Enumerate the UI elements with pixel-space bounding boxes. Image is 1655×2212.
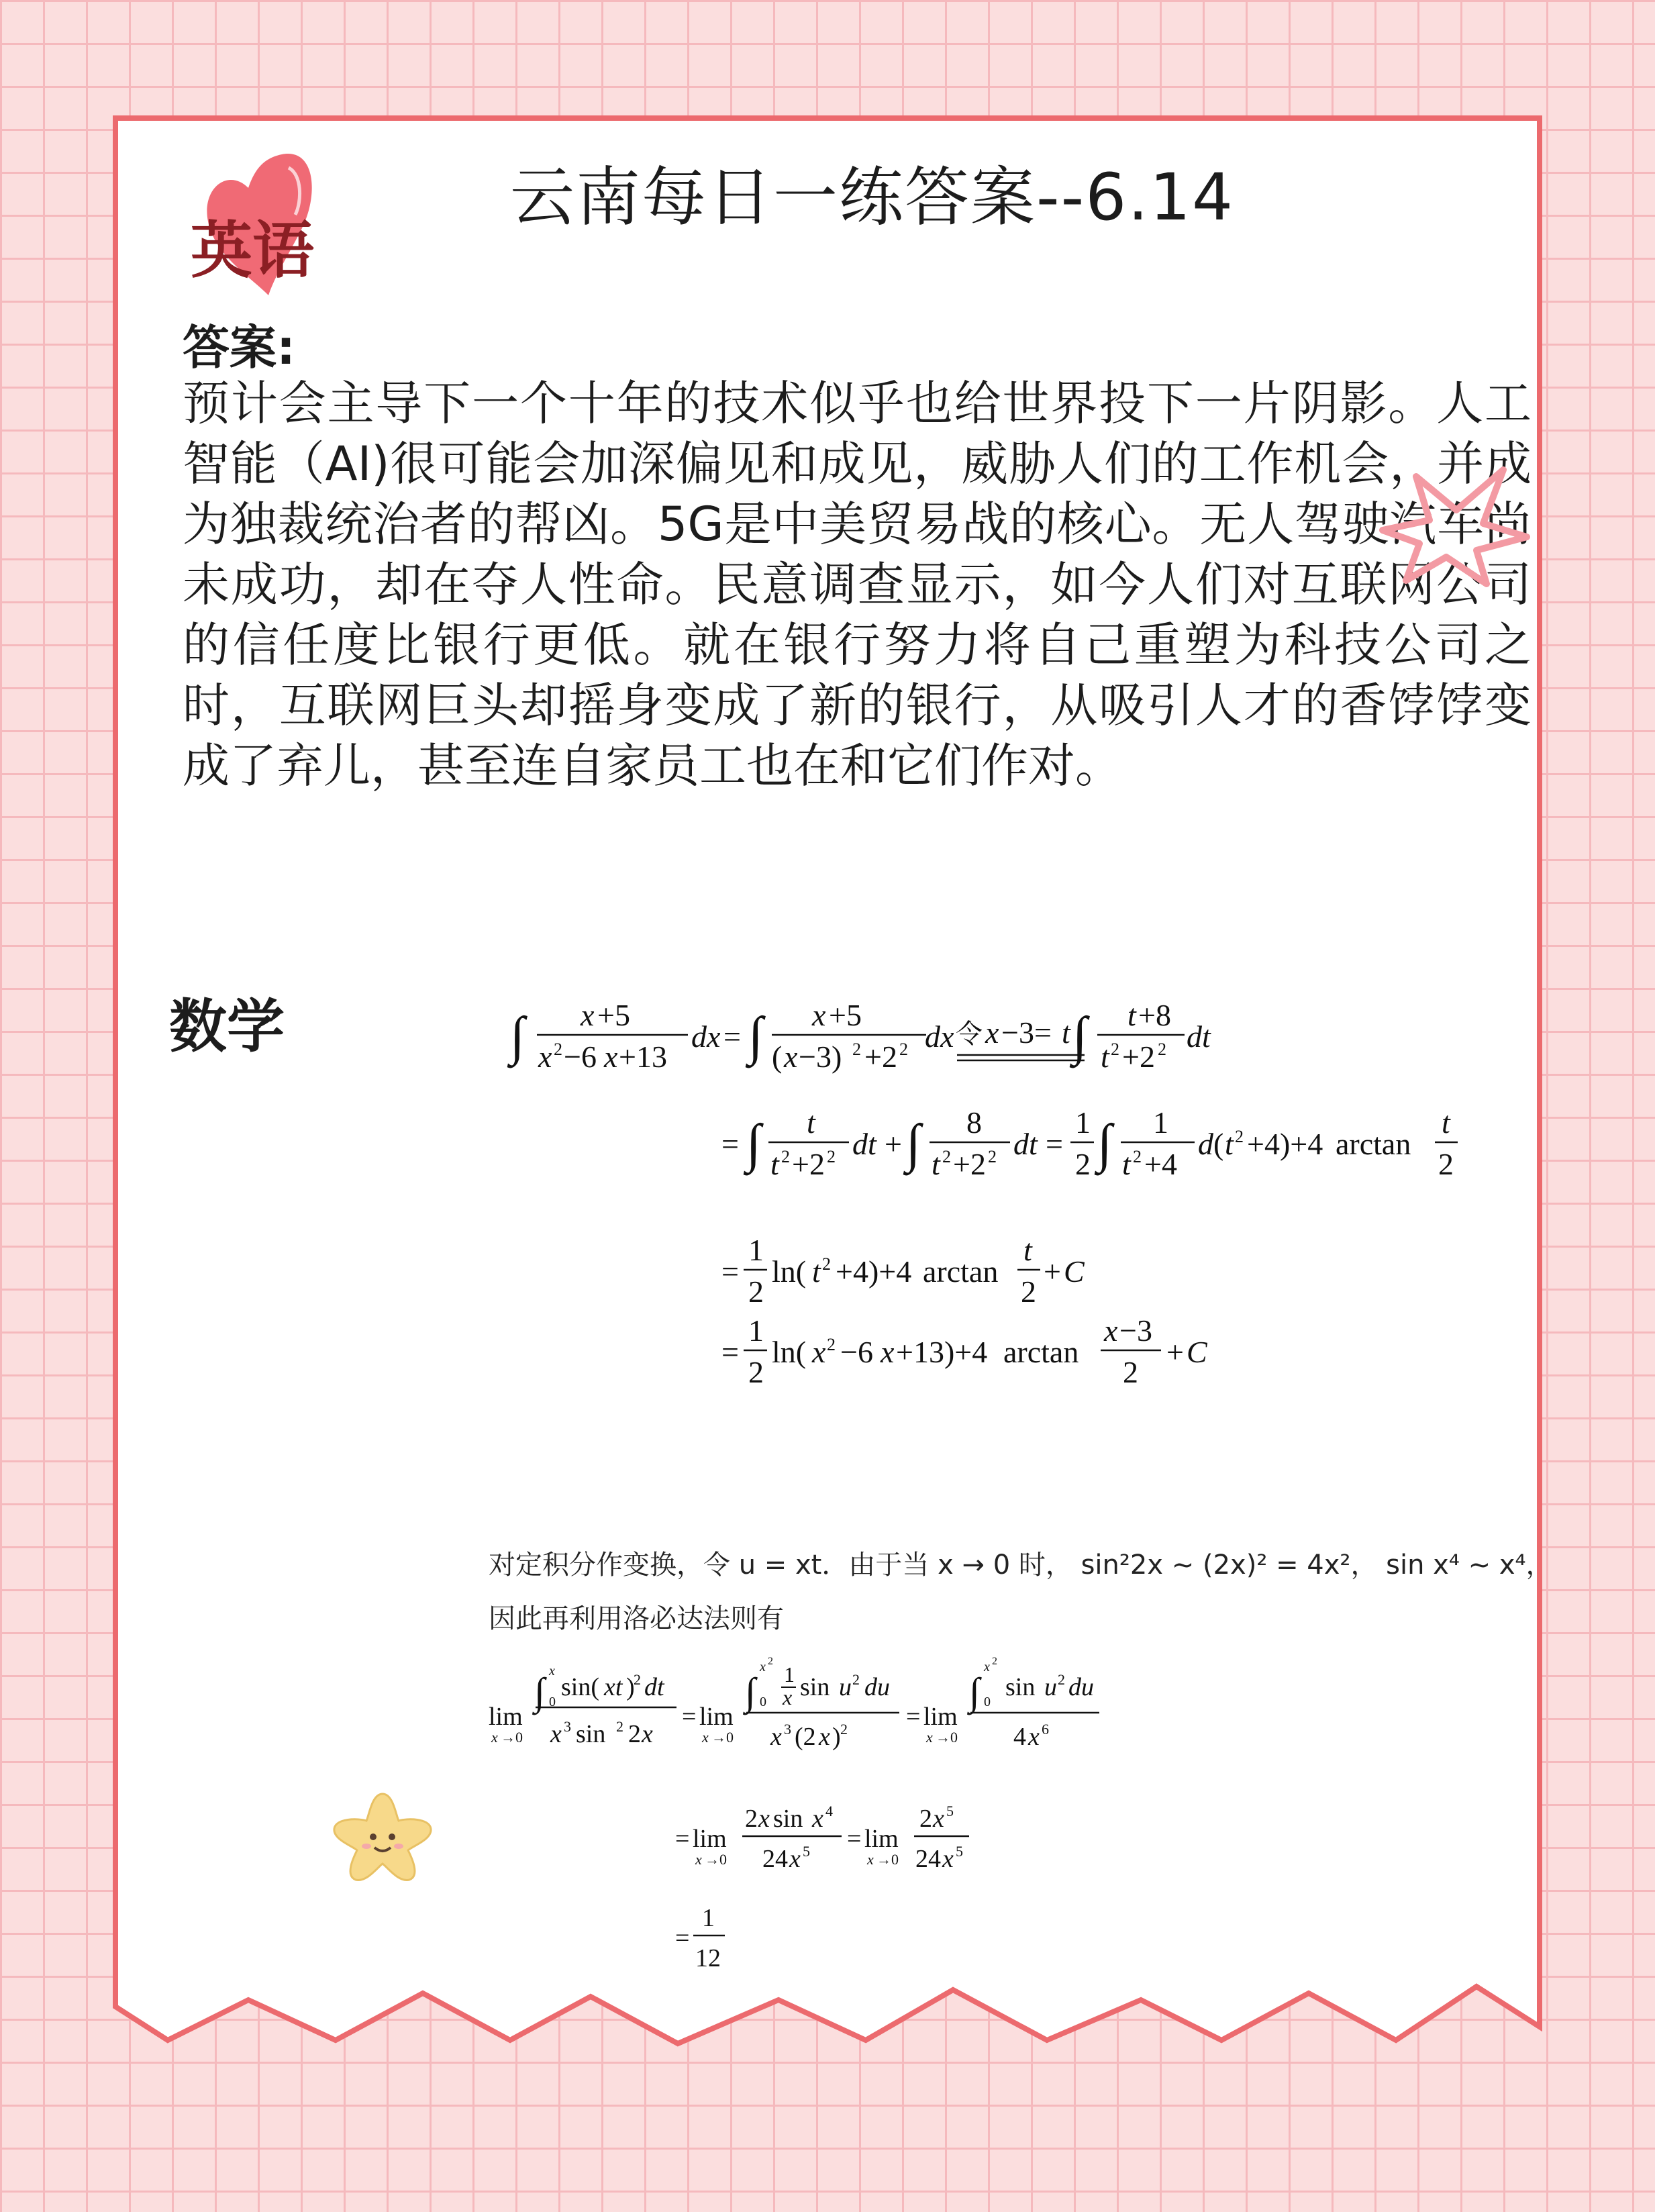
- svg-text:t: t: [1101, 1040, 1109, 1074]
- svg-text:5: 5: [803, 1843, 810, 1860]
- svg-text:∫: ∫: [534, 1670, 545, 1713]
- svg-text:x: x: [770, 1723, 782, 1751]
- svg-text:lim: lim: [923, 1703, 958, 1731]
- svg-text:24: 24: [915, 1845, 941, 1873]
- svg-text:1: 1: [748, 1233, 764, 1267]
- svg-text:x: x: [942, 1845, 954, 1873]
- svg-text:x: x: [926, 1729, 933, 1746]
- svg-text:sin: sin: [576, 1720, 606, 1748]
- svg-text:1: 1: [748, 1313, 764, 1348]
- svg-text:+: +: [1166, 1335, 1184, 1369]
- svg-text:x: x: [867, 1851, 874, 1868]
- svg-text:2: 2: [852, 1040, 861, 1059]
- limit-note-line-1: 对定积分作变换，令 u = xt．由于当 x → 0 时， sin²2x ~ (2x)² = 4x²， sin x⁴ ~ x⁴，: [489, 1550, 1553, 1580]
- svg-text:x: x: [1028, 1723, 1040, 1751]
- svg-text:2: 2: [988, 1147, 997, 1166]
- svg-text:+5: +5: [597, 998, 630, 1032]
- svg-text:0: 0: [984, 1695, 991, 1709]
- answer-label: 答案:: [183, 320, 295, 375]
- svg-text:2: 2: [616, 1718, 623, 1735]
- svg-text:C: C: [1064, 1254, 1085, 1289]
- svg-text:2: 2: [822, 1254, 831, 1274]
- svg-text:x: x: [604, 1040, 618, 1074]
- svg-text:du: du: [1068, 1673, 1094, 1701]
- svg-text:x: x: [812, 998, 826, 1032]
- svg-text:t: t: [1225, 1127, 1234, 1161]
- limit-derivation: [489, 1651, 1160, 1973]
- svg-text:2: 2: [1021, 1274, 1036, 1309]
- svg-text:): ): [832, 1723, 841, 1751]
- svg-text:lim: lim: [489, 1703, 523, 1731]
- svg-text:→0: →0: [705, 1851, 727, 1868]
- svg-text:2: 2: [554, 1040, 562, 1059]
- svg-text:=: =: [1046, 1127, 1063, 1161]
- integral-derivation: [497, 993, 1503, 1423]
- svg-text:2: 2: [1235, 1127, 1244, 1146]
- svg-text:5: 5: [956, 1843, 963, 1860]
- svg-text:2: 2: [1123, 1355, 1138, 1389]
- svg-text:∫: ∫: [906, 1114, 921, 1173]
- svg-text:=: =: [906, 1703, 921, 1731]
- svg-text:2: 2: [748, 1274, 764, 1309]
- svg-text:+: +: [1044, 1254, 1061, 1289]
- svg-text:lim: lim: [864, 1825, 899, 1853]
- svg-text:x: x: [783, 1685, 793, 1709]
- svg-text:C: C: [1187, 1335, 1207, 1369]
- svg-text:+2: +2: [1122, 1040, 1155, 1074]
- svg-text:arctan: arctan: [1336, 1127, 1411, 1161]
- svg-text:4: 4: [1013, 1723, 1026, 1751]
- svg-text:8: 8: [966, 1105, 982, 1140]
- svg-text:x: x: [789, 1845, 801, 1873]
- svg-text:2: 2: [1111, 1040, 1119, 1059]
- svg-text:x: x: [760, 1660, 766, 1674]
- svg-text:2: 2: [781, 1147, 790, 1166]
- svg-text:2: 2: [634, 1671, 641, 1688]
- svg-text:+5: +5: [829, 998, 862, 1032]
- svg-text:2: 2: [1058, 1671, 1065, 1688]
- svg-text:dt: dt: [1013, 1127, 1038, 1161]
- svg-text:1: 1: [702, 1904, 715, 1932]
- svg-text:2: 2: [745, 1805, 758, 1833]
- svg-text:+2: +2: [792, 1147, 825, 1181]
- svg-text:(: (: [1213, 1127, 1224, 1161]
- svg-text:(2: (2: [795, 1723, 816, 1751]
- svg-text:2: 2: [1075, 1147, 1091, 1181]
- svg-text:x: x: [695, 1851, 702, 1868]
- svg-text:x: x: [985, 1015, 999, 1050]
- svg-text:2: 2: [748, 1355, 764, 1389]
- svg-text:+13: +13: [619, 1040, 667, 1074]
- flower-icon: [329, 1789, 436, 1882]
- svg-text:x: x: [1104, 1313, 1118, 1348]
- svg-text:→0: →0: [711, 1729, 734, 1746]
- svg-text:=: =: [847, 1825, 862, 1853]
- svg-text:sin: sin: [1005, 1673, 1036, 1701]
- math-section-label: 数学: [169, 993, 285, 1060]
- svg-text:x: x: [491, 1729, 498, 1746]
- svg-text:4: 4: [825, 1803, 833, 1819]
- svg-text:2: 2: [992, 1656, 997, 1667]
- svg-text:2: 2: [1133, 1147, 1142, 1166]
- svg-text:∫: ∫: [1072, 1007, 1087, 1066]
- svg-text:x: x: [549, 1664, 555, 1678]
- svg-text:x: x: [784, 1040, 798, 1074]
- svg-text:=: =: [721, 1335, 739, 1369]
- svg-text:t: t: [932, 1147, 940, 1181]
- svg-text:→0: →0: [501, 1729, 523, 1746]
- svg-text:ln(: ln(: [772, 1254, 807, 1289]
- svg-text:arctan: arctan: [1003, 1335, 1079, 1369]
- svg-text:u: u: [1044, 1673, 1057, 1701]
- svg-text:t: t: [770, 1147, 779, 1181]
- svg-text:0: 0: [760, 1695, 766, 1709]
- svg-text:x: x: [550, 1720, 562, 1748]
- svg-text:t: t: [1122, 1147, 1131, 1181]
- svg-text:−6: −6: [840, 1335, 873, 1369]
- svg-text:t: t: [807, 1105, 815, 1140]
- svg-text:du: du: [864, 1673, 890, 1701]
- svg-text:+2: +2: [864, 1040, 897, 1074]
- svg-text:12: 12: [695, 1944, 721, 1972]
- svg-text:=: =: [675, 1825, 690, 1853]
- svg-text:x: x: [984, 1660, 990, 1674]
- svg-text:arctan: arctan: [923, 1254, 999, 1289]
- svg-text:t: t: [812, 1254, 821, 1289]
- svg-text:sin(: sin(: [561, 1673, 599, 1701]
- svg-text:+4: +4: [1144, 1147, 1177, 1181]
- svg-text:2: 2: [942, 1147, 951, 1166]
- svg-text:dx: dx: [925, 1019, 954, 1054]
- svg-text:→0: →0: [936, 1729, 958, 1746]
- svg-text:sin: sin: [800, 1673, 830, 1701]
- svg-text:x: x: [642, 1720, 653, 1748]
- svg-text:−3: −3: [1119, 1313, 1152, 1348]
- svg-text:dx: dx: [691, 1019, 721, 1054]
- svg-text:∫: ∫: [510, 1007, 525, 1066]
- svg-text:ln(: ln(: [772, 1335, 807, 1369]
- svg-text:2: 2: [852, 1671, 860, 1688]
- limit-note-line-2: 因此再利用洛必达法则有: [489, 1603, 784, 1634]
- svg-text:x: x: [812, 1805, 823, 1833]
- svg-text:=: =: [675, 1924, 690, 1952]
- svg-text:u: u: [839, 1673, 852, 1701]
- svg-text:x: x: [758, 1805, 770, 1833]
- svg-text:2: 2: [768, 1656, 773, 1667]
- svg-text:dt: dt: [852, 1127, 876, 1161]
- svg-text:+4)+4: +4)+4: [1247, 1127, 1323, 1161]
- svg-text:t: t: [1062, 1015, 1070, 1050]
- svg-text:x: x: [538, 1040, 552, 1074]
- svg-text:−6: −6: [564, 1040, 597, 1074]
- svg-text:=: =: [721, 1127, 739, 1161]
- svg-text:∫: ∫: [748, 1007, 763, 1066]
- svg-text:sin: sin: [773, 1805, 803, 1833]
- svg-text:+4)+4: +4)+4: [836, 1254, 912, 1289]
- svg-text:2: 2: [840, 1721, 848, 1738]
- svg-text:t: t: [1023, 1233, 1032, 1267]
- svg-text:24: 24: [762, 1845, 788, 1873]
- substitution-word: 令: [956, 1019, 983, 1049]
- svg-text:=: =: [723, 1019, 741, 1054]
- svg-text:x: x: [881, 1335, 895, 1369]
- svg-text:dt: dt: [1187, 1019, 1211, 1054]
- svg-text:2: 2: [827, 1147, 836, 1166]
- svg-text:3: 3: [784, 1721, 791, 1738]
- svg-text:): ): [626, 1673, 635, 1701]
- svg-text:x: x: [581, 998, 595, 1032]
- svg-text:∫: ∫: [746, 1114, 761, 1173]
- svg-text:−3): −3): [799, 1040, 842, 1074]
- svg-text:(: (: [772, 1040, 783, 1074]
- svg-text:+8: +8: [1138, 998, 1171, 1032]
- svg-text:x: x: [812, 1335, 826, 1369]
- svg-text:2: 2: [1158, 1040, 1166, 1059]
- svg-text:lim: lim: [699, 1703, 734, 1731]
- svg-text:1: 1: [784, 1662, 795, 1687]
- svg-text:1: 1: [1153, 1105, 1168, 1140]
- svg-text:∫: ∫: [745, 1670, 756, 1713]
- svg-text:x: x: [702, 1729, 709, 1746]
- answer-paragraph: 预计会主导下一个十年的技术似乎也给世界投下一片阴影。人工智能（AI)很可能会加深偏见和成见，威胁人们的工作机会，并成为独裁统治者的帮凶。5G是中美贸易战的核心。无人驾驶汽车尚未成功，却在夺人性命。民意调查显示，如今人们对互联网公司的信任度比银行更低。就在银行努力将自己重塑为科技公司之时，互联网巨头却摇身变成了新的银行，从吸引人才的香饽饽变成了弃儿，甚至连自家员工也在和它们作对。: [183, 376, 1532, 793]
- svg-text:t: t: [1127, 998, 1136, 1032]
- svg-text:+2: +2: [953, 1147, 986, 1181]
- svg-text:5: 5: [946, 1803, 954, 1819]
- svg-text:−3=: −3=: [1001, 1015, 1052, 1050]
- svg-text:x: x: [819, 1723, 830, 1751]
- svg-text:x: x: [933, 1805, 944, 1833]
- svg-text:lim: lim: [693, 1825, 727, 1853]
- svg-text:=: =: [721, 1254, 739, 1289]
- svg-text:2: 2: [628, 1720, 641, 1748]
- svg-text:2: 2: [899, 1040, 908, 1059]
- svg-text:1: 1: [1075, 1105, 1091, 1140]
- svg-text:t: t: [1442, 1105, 1450, 1140]
- svg-text:xt: xt: [604, 1673, 623, 1701]
- svg-text:2: 2: [827, 1335, 836, 1354]
- svg-text:→0: →0: [876, 1851, 899, 1868]
- svg-text:∫: ∫: [969, 1670, 980, 1713]
- page-title: 云南每日一练答案--6.14: [510, 160, 1235, 235]
- svg-text:dt: dt: [644, 1673, 664, 1701]
- svg-text:+: +: [885, 1127, 902, 1161]
- svg-text:2: 2: [1438, 1147, 1454, 1181]
- svg-text:∫: ∫: [1097, 1114, 1112, 1173]
- english-section-label: 英语: [191, 215, 315, 287]
- svg-text:=: =: [682, 1703, 697, 1731]
- svg-text:0: 0: [549, 1695, 556, 1709]
- svg-text:6: 6: [1042, 1721, 1049, 1738]
- svg-text:d: d: [1198, 1127, 1213, 1161]
- svg-text:3: 3: [564, 1718, 571, 1735]
- svg-text:2: 2: [919, 1805, 932, 1833]
- svg-text:+13)+4: +13)+4: [896, 1335, 988, 1369]
- star-burst-icon: [1369, 456, 1530, 591]
